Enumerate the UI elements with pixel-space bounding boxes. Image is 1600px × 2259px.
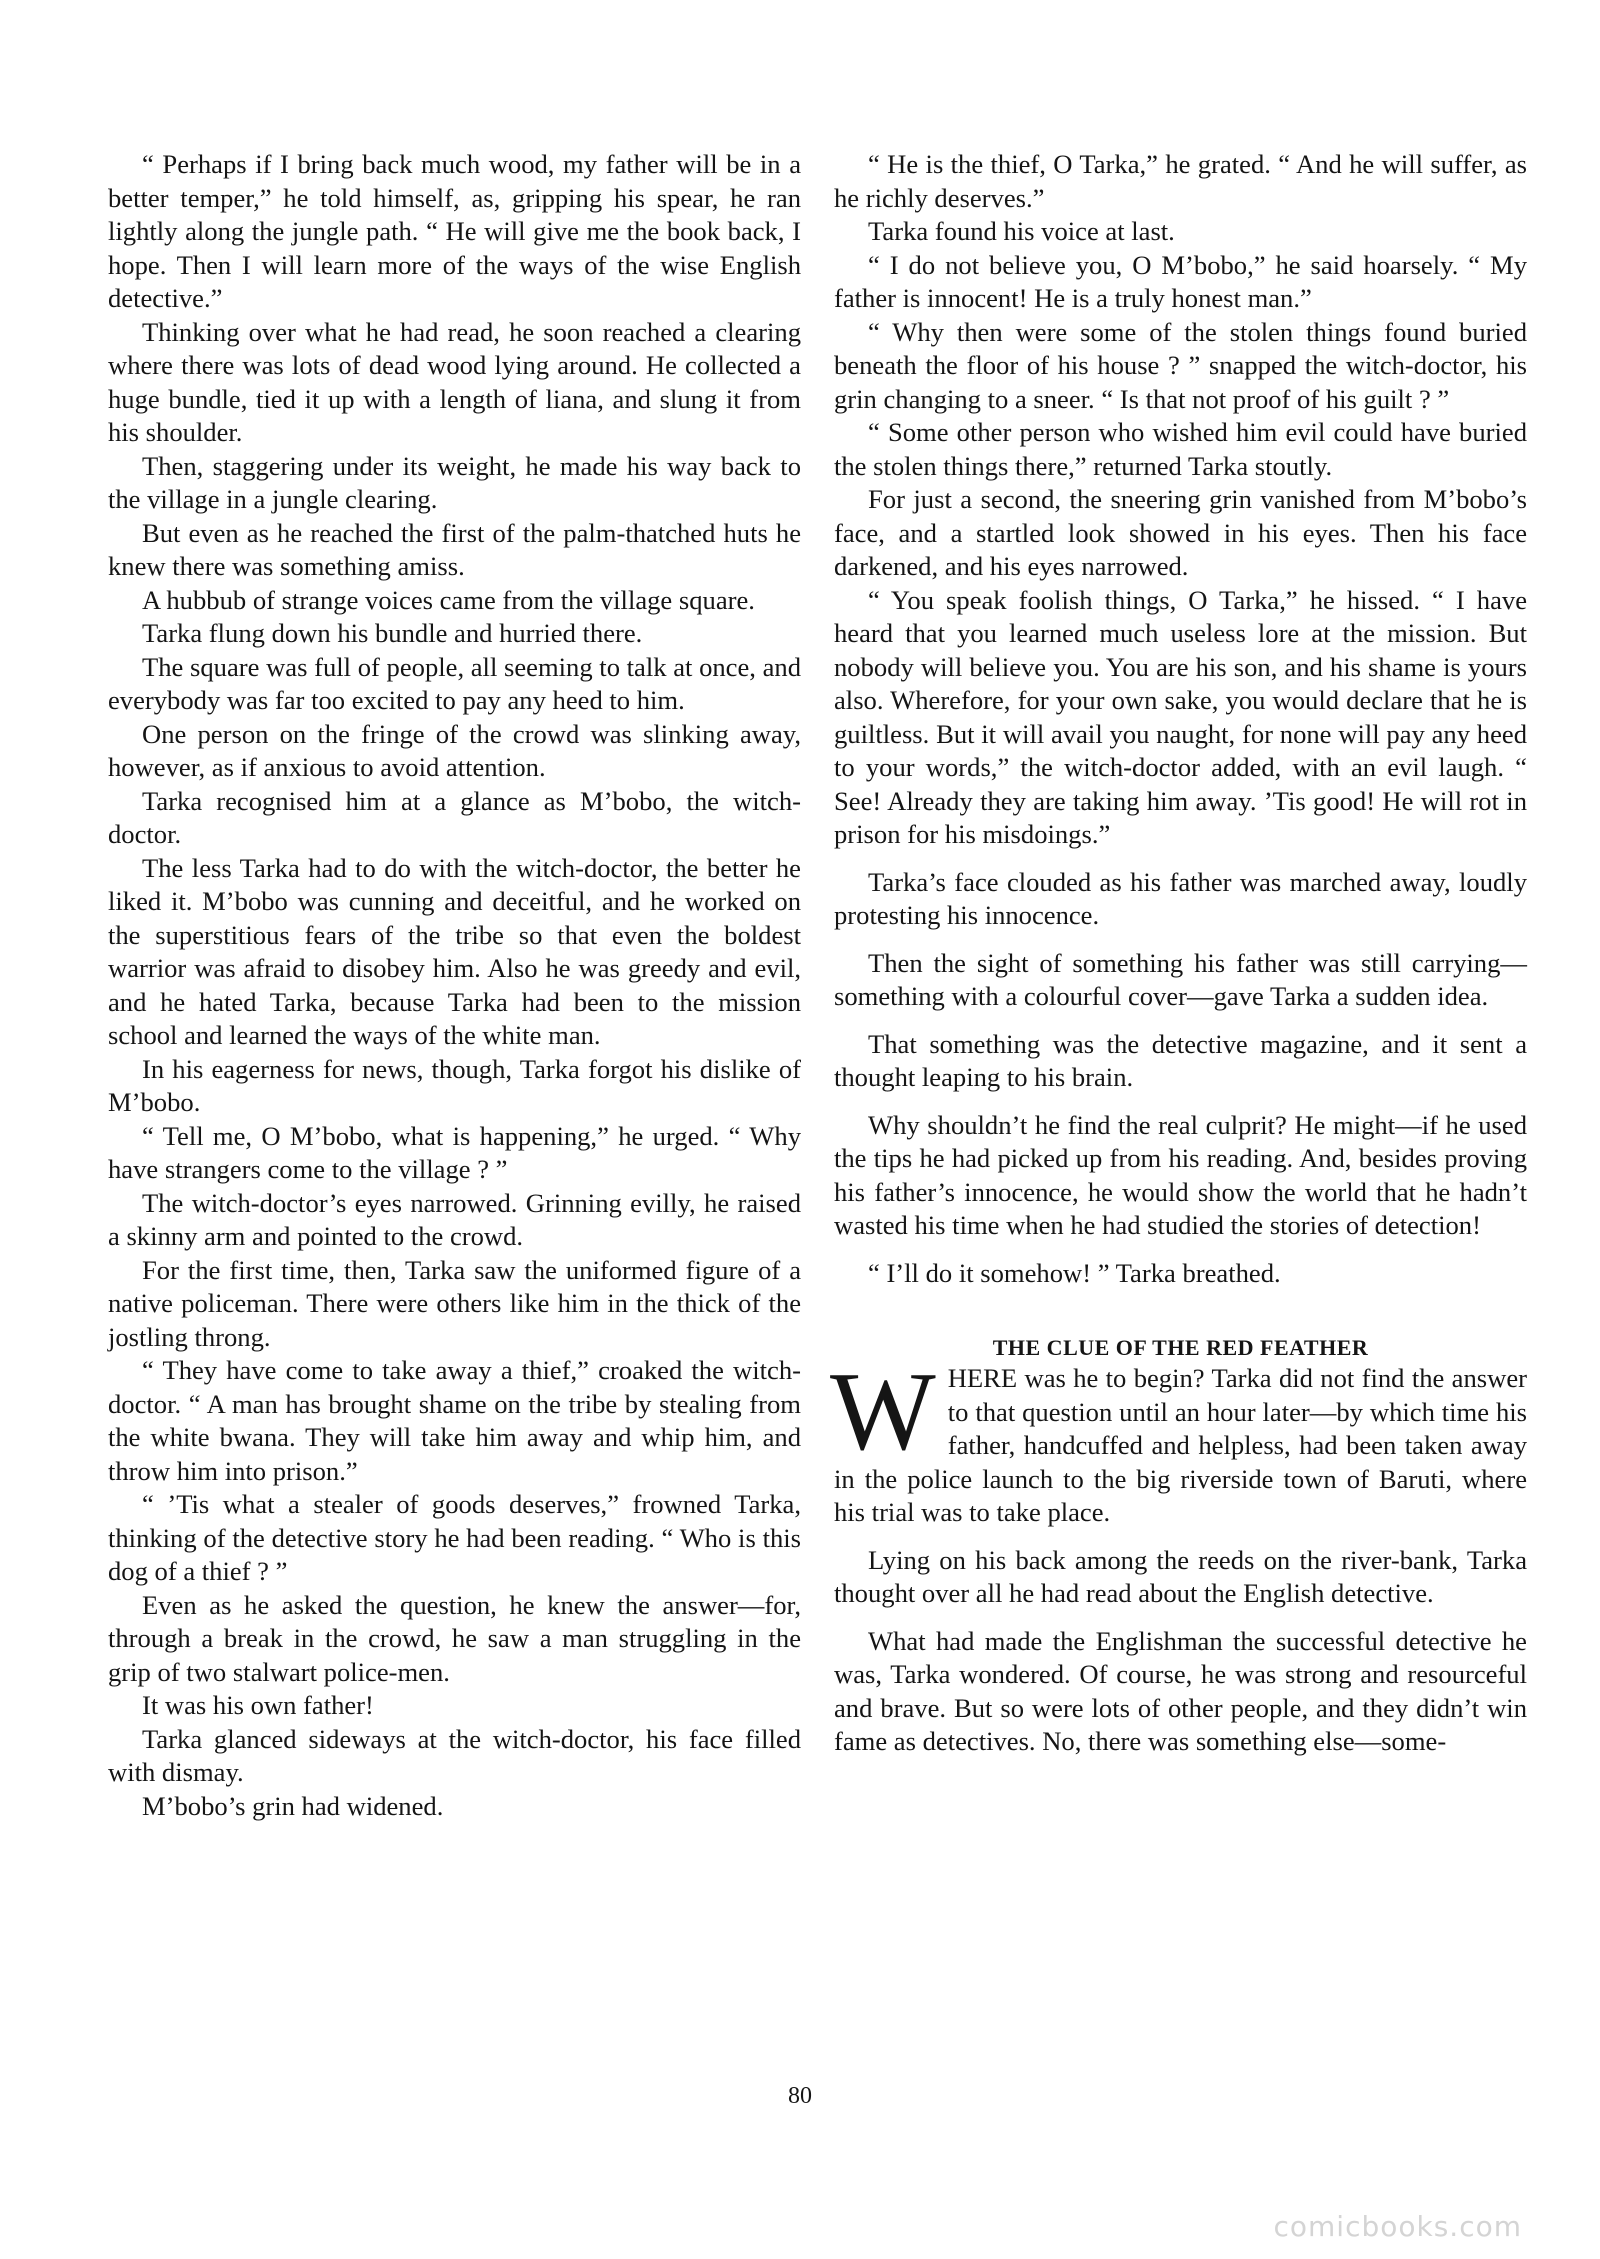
paragraph: “ Some other person who wished him evil could have buried the stolen things there,” returned Tarka stoutly. xyxy=(834,417,1527,481)
paragraph: Then, staggering under its weight, he made his way back to the village in a jungle clearing. xyxy=(108,450,801,514)
paragraph: For the first time, then, Tarka saw the uniformed figure of a native policeman. There were others like him in the thick of the jostling throng. xyxy=(108,1254,801,1352)
paragraph: “ ’Tis what a stealer of goods deserves,” frowned Tarka, thinking of the detective story he had been reading. “ Who is this dog of a thief ? ” xyxy=(108,1489,801,1586)
paragraph: “ They have come to take away a thief,” croaked the witch-doctor. “ A man has brought shame on the tribe by stealing from the white bwana. They will take him away and whip him, and throw him into prison.” xyxy=(108,1355,801,1486)
paragraph: In his eagerness for news, though, Tarka forgot his dislike of M’bobo. xyxy=(108,1053,801,1117)
paragraph: “ Why then were some of the stolen things found buried beneath the floor of his house ? ” snapped the witch-doctor, his grin changing to a sneer. “ Is that not proof of his guilt ? ” xyxy=(834,316,1527,414)
paragraph: But even as he reached the first of the palm-thatched huts he knew there was something amiss. xyxy=(108,517,801,581)
paragraph: The witch-doctor’s eyes narrowed. Grinning evilly, he raised a skinny arm and pointed to the crowd. xyxy=(108,1187,801,1251)
paragraph: “ He is the thief, O Tarka,” he grated. “ And he will suffer, as he richly deserves.” xyxy=(834,149,1527,213)
section-heading: THE CLUE OF THE RED FEATHER xyxy=(992,1335,1369,1360)
paragraph: One person on the fringe of the crowd was slinking away, however, as if anxious to avoid attention. xyxy=(108,718,801,782)
paragraph: Lying on his back among the reeds on the river-bank, Tarka thought over all he had read about the English detective. xyxy=(834,1544,1527,1608)
paragraph: Tarka recognised him at a glance as M’bobo, the witch-doctor. xyxy=(108,785,801,849)
paragraph: “ I’ll do it somehow! ” Tarka breathed. xyxy=(868,1257,1281,1288)
paragraph: “ Perhaps if I bring back much wood, my father will be in a better temper,” he told himself, as, gripping his spear, he ran lightly along the jungle path. “ He will give me the book back, I hope. Then I will learn more of the ways of the wise English detective.” xyxy=(108,149,801,313)
paragraph: What had made the Englishman the successful detective he was, Tarka wondered. Of course, he was strong and resourceful and brave. But so were lots of other people, and they didn’t win fame as detectives. No, there was something else—some- xyxy=(834,1625,1527,1756)
dropcap-paragraph xyxy=(830,1350,1527,1530)
paragraph: It was his own father! xyxy=(142,1690,374,1720)
paragraph: M’bobo’s grin had widened. xyxy=(142,1790,444,1821)
paragraph: The square was full of people, all seeming to talk at once, and everybody was far too excited to pay any heed to him. xyxy=(108,651,801,715)
paragraph: Then the sight of something his father was still carrying—something with a colourful cover—gave Tarka a sudden idea. xyxy=(834,947,1527,1011)
paragraph: Tarka flung down his bundle and hurried there. xyxy=(142,618,643,648)
paragraph: Tarka glanced sideways at the witch-doctor, his face filled with dismay. xyxy=(108,1723,801,1787)
paragraph: Why shouldn’t he find the real culprit? He might—if he used the tips he had picked up from his reading. And, besides proving his father’s innocence, he would show the world that he hadn’t wasted his time when he had studied the stories of detection! xyxy=(834,1109,1527,1240)
paragraph: The less Tarka had to do with the witch-doctor, the better he liked it. M’bobo was cunning and deceitful, and he worked on the superstitious fears of the tribe so that even the boldest warrior was afraid to disobey him. Also he was greedy and evil, and he hated Tarka, because Tarka had been to the mission school and learned the ways of the white man. xyxy=(108,852,801,1050)
paragraph: Thinking over what he had read, he soon reached a clearing where there was lots of dead wood lying around. He collected a huge bundle, tied it up with a length of liana, and slung it from his shoulder. xyxy=(108,316,801,447)
paragraph: “ Tell me, O M’bobo, what is happening,” he urged. “ Why have strangers come to the village ? ” xyxy=(108,1120,801,1184)
watermark: comicbooks.com xyxy=(1273,2210,1522,2243)
left-column xyxy=(108,148,801,1823)
paragraph: “ I do not believe you, O M’bobo,” he said hoarsely. “ My father is innocent! He is a truly honest man.” xyxy=(834,249,1527,313)
paragraph: That something was the detective magazine, and it sent a thought leaping to his brain. xyxy=(834,1028,1527,1092)
paragraph: For just a second, the sneering grin vanished from M’bobo’s face, and a startled look showed in his eyes. Then his face darkened, and his eyes narrowed. xyxy=(834,484,1527,581)
paragraph: Tarka found his voice at last. xyxy=(868,216,1175,246)
paragraph: Even as he asked the question, he knew the answer—for, through a break in the crowd, he saw a man struggling in the grip of two stalwart police-men. xyxy=(108,1589,801,1687)
right-column xyxy=(830,148,1527,1759)
page-number: 80 xyxy=(788,2083,812,2109)
drop-cap: W xyxy=(830,1350,936,1474)
paragraph: “ You speak foolish things, O Tarka,” he hissed. “ I have heard that you learned much useless lore at the mission. But nobody will believe you. You are his son, and his shame is yours also. Wherefore, for your own sake, you would declare that he is guiltless. But it will avail you naught, for none will pay any heed to your words,” the witch-doctor added, with an evil laugh. “ See! Already they are taking him away. ’Tis good! He will rot in prison for his misdoings.” xyxy=(834,584,1527,849)
paragraph: A hubbub of strange voices came from the village square. xyxy=(142,584,755,615)
paragraph: Tarka’s face clouded as his father was marched away, loudly protesting his innocence. xyxy=(834,866,1527,930)
dropcap-paragraph-text: HERE was he to begin? Tarka did not find the answer to that question until an hour later—by which time his father, handcuffed and helpless, had been taken away in the police launch to the big riverside town of Baruti, where his trial was to take place. xyxy=(834,1363,1527,1527)
